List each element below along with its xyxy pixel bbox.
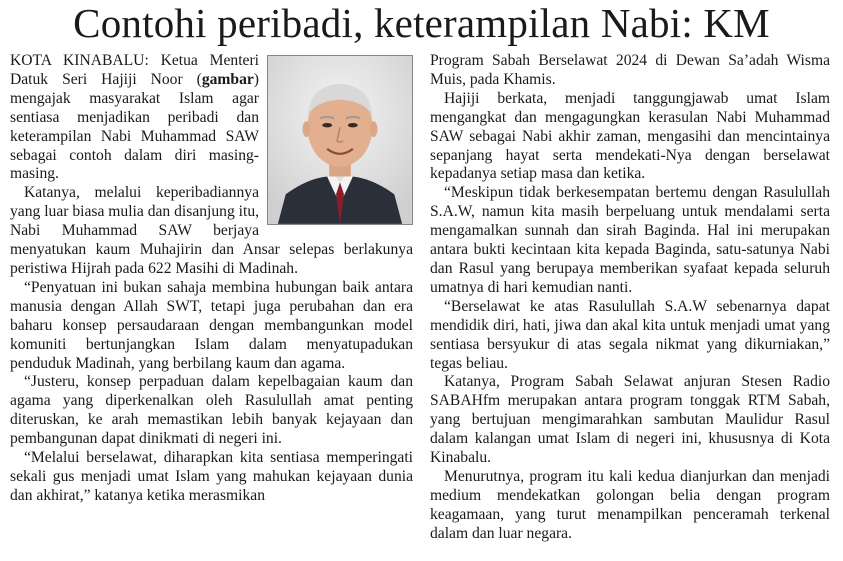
portrait-photo [267,55,413,225]
headline: Contohi peribadi, keterampilan Nabi: KM [73,0,770,46]
article-paragraph: “Berselawat ke atas Rasulullah S.A.W sebenarnya dapat mendidik diri, hati, jiwa dan akal kita untuk menjadi umat yang sentiasa bersyukur di atas segala nikmat yang dikurniakan,” tegas beliau. [430,297,830,372]
article-paragraph: “Melalui berselawat, diharapkan kita sentiasa memperingati sekali gus menjadi umat Islam yang mahukan kejayaan dunia dan akhirat,” katanya ketika merasmikan [10,449,413,504]
portrait-illustration [268,56,412,224]
article-column-right [430,52,830,544]
article-column-left [10,52,413,506]
article-paragraph: Katanya, melalui keperibadiannya yang luar biasa mulia dan disanjung itu, Nabi Muhammad SAW berjaya menyatukan kaum Muhajirin dan Ansar selepas berlakunya peristiwa Hijrah pada 622 Masihi di Madinah. [10,184,413,277]
article-paragraph: “Meskipun tidak berkesempatan bertemu dengan Rasulullah S.A.W, namun kita masih berpeluang untuk mendalami serta mengamalkan sunnah dan sirah Baginda. Hal ini merupakan antara bukti kecintaan kita kepada Baginda, satu-satunya Nabi dan Rasul yang berupaya memberikan syafaat kepada seluruh umatnya di hari kemudian nanti. [430,184,830,296]
article-paragraph: “Penyatuan ini bukan sahaja membina hubungan baik antara manusia dengan Allah SWT, tetapi juga perubahan dan era baharu konsep persaudaraan dengan membangunkan model komuniti bertunjangkan Islam dalam menyatupadukan penduduk Madinah, yang berbilang kaum dan agama. [10,278,413,372]
photo-reference: gambar [201,70,254,88]
article-paragraph: Katanya, Program Sabah Selawat anjuran Stesen Radio SABAHfm merupakan antara program tonggak RTM Sabah, yang bertujuan mengimarahkan sambutan Maulidur Rasul dalam kalangan umat Islam di negeri ini, khususnya di Kota Kinabalu. [430,373,830,467]
article-paragraph-lead: KOTA KINABALU: Ketua Menteri Datuk Seri Hajiji Noor (gambar) mengajak masyarakat Islam agar sentiasa menjadikan peribadi dan keterampilan Nabi Muhammad SAW sebagai contoh dalam diri masing-masing. [10,52,259,183]
article-paragraph-continued: Program Sabah Berselawat 2024 di Dewan Sa’adah Wisma Muis, pada Khamis. [430,52,830,88]
article-paragraph: Hajiji berkata, menjadi tanggungjawab umat Islam mengangkat dan mengagungkan kerasulan Nabi Muhammad SAW sebagai Nabi akhir zaman, mengasihi dan mencintainya sepanjang hayat serta mendekati-Nya dengan berselawat kepadanya setiap masa dan ketika. [430,89,830,183]
article-paragraph: Menurutnya, program itu kali kedua dianjurkan dan menjadi medium mendekatkan golongan belia dengan program keagamaan, yang turut menampilkan penceramah terkenal dalam dan luar negara. [430,467,830,542]
article-paragraph: “Justeru, konsep perpaduan dalam kepelbagaian kaum dan agama yang diperkenalkan oleh Rasulullah amat penting diteruskan, ke arah memastikan lebih banyak kejayaan dan pembangunan dapat dinikmati di negeri ini. [10,373,413,448]
